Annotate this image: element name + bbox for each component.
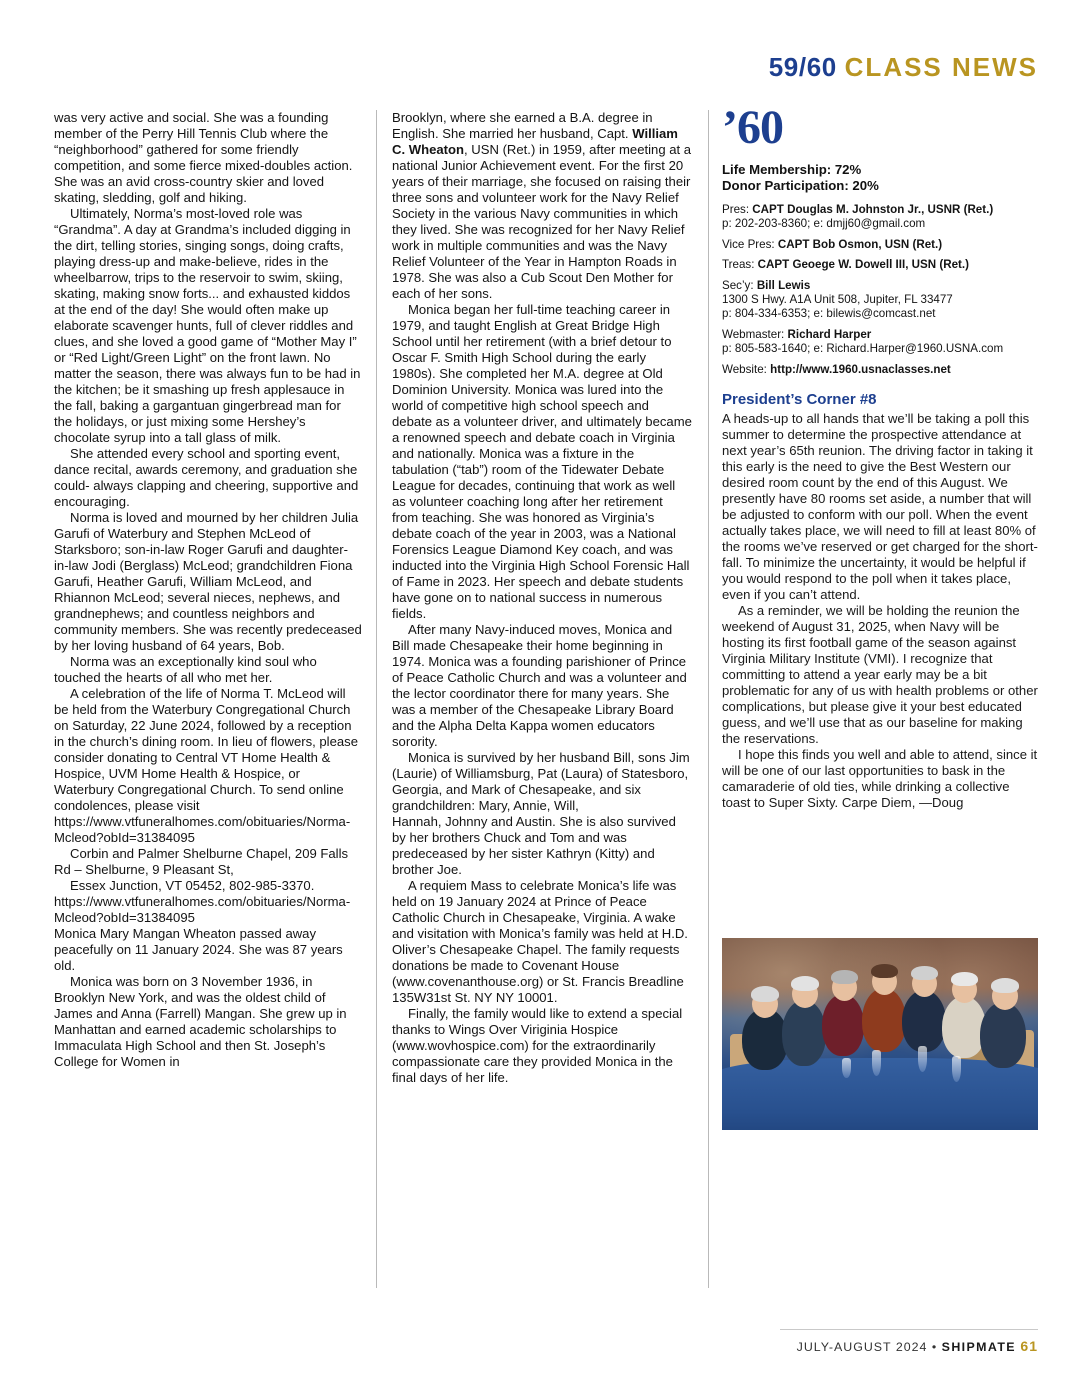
footer-page-number: 61 [1020,1338,1038,1354]
officer-entry-webmaster [722,328,1038,357]
paragraph: A heads-up to all hands that we’ll be taking a poll this summer to determine the prospective attendance at next year’s 65th reunion. The driving factor in taking it this early is the need to give the Best Western our desired room count by the end of this August. We presently have 80 rooms set aside, a number that will be adjusted to conform with our poll. When the event actually takes place, we will need to fill at least 80% of the rooms we’ve reserved or get charged for the short-fall. To minimize the uncertainty, it would be helpful if you would respond to the poll when it takes place, even if you can’t attend. [722,411,1038,603]
officer-contact[interactable]: p: 202-203-8360; e: dmjj60@gmail.com [722,217,926,231]
person [862,988,906,1052]
life-membership-stat: Life Membership: 72% [722,162,862,177]
header-section-title: CLASS NEWS [844,52,1038,82]
officer-role: Treas: [722,258,755,272]
officer-name: CAPT Bob Osmon, USN (Ret.) [777,237,943,251]
person [782,1000,826,1066]
person-hair [831,970,858,984]
article-column-2 [392,110,692,1270]
class-officers-list [722,203,1038,377]
person-hair [871,964,898,978]
class-news-column [722,101,1038,811]
officer-entry-secretary [722,279,1038,322]
person-hair [791,976,819,991]
paragraph: After many Navy-induced moves, Monica and Bill made Chesapeake their home beginning in 1974. Monica was a founding parishioner of Prince of Peace Catholic Church and was a volunteer and the lector coordinator there for many years. She was a member of the Chesapeake Library Board and the Alpha Delta Kappa women educators sorority. [392,622,687,749]
page-header [769,52,1038,83]
class-reunion-photo [722,938,1038,1130]
paragraph: I hope this finds you well and able to attend, since it will be one of our last opportunities to bask in the camaraderie of old ties, while drinking a collective toast to Super Sixty. Carpe Diem, —Doug [722,747,1038,811]
website-url[interactable]: http://www.1960.usnaclasses.net [770,362,951,376]
class-year-title: ’60 [722,101,783,154]
officer-name: Bill Lewis [756,278,811,292]
paragraph: Monica is survived by her husband Bill, sons Jim (Laurie) of Williamsburg, Pat (Laura) of Statesboro, Georgia, and Mark of Chesapeake, and six grandchildren: Mary, Annie, Will, [392,750,690,813]
officer-role: Vice Pres: [722,237,775,251]
presidents-corner-body [722,411,1038,811]
paragraph: As a reminder, we will be holding the reunion the weekend of August 31, 2025, when Navy will be hosting its first football game of the season against Virginia Military Institute (VMI). I recognize that committing to attend a year early may be a bit problematic for any of us with health problems or other complications, but please give it your best educated guess, and we’ll use that as our baseline for making the reservations. [722,603,1038,747]
officer-entry-vice-president [722,238,1038,252]
wine-glass [918,1046,927,1072]
paragraph: Finally, the family would like to extend a special thanks to Wings Over Viriginia Hospice (www.wovhospice.com) for the extraordinarily compassionate care they provided Monica in the final days of her life. [392,1006,683,1085]
wine-glass [952,1056,961,1082]
person-hair [951,972,978,986]
column-divider-1 [376,110,377,1288]
paragraph: Corbin and Palmer Shelburne Chapel, 209 Falls Rd – Shelburne, 9 Pleasant St, [54,846,349,877]
paragraph: A requiem Mass to celebrate Monica’s life was held on 19 January 2024 at Prince of Peace Catholic Church in Chesapeake, Virginia. A wake and visitation with Monica’s family was held at H.D. Oliver’s Chesapeake Chapel. The family requests donations be made to Covenant House (www.covenanthouse.org) or St. Francis Breadline 135W31st St. NY NY 10001. [392,878,688,1005]
officer-role: Sec’y: [722,278,754,292]
paragraph: Essex Junction, VT 05452, 802-985-3370. https://www.vtfuneralhomes.com/obituaries/Norma-Mcleod?obId=31384095 [54,878,351,925]
person-hair [751,986,779,1002]
paragraph: Ultimately, Norma’s most-loved role was “Grandma”. A day at Grandma’s included digging in the dirt, telling stories, singing songs, doing crafts, playing dress-up and make-believe, rides in the wheelbarrow, trips to the reservoir to swim, skiing, skating, making snow forts... and exhausted kiddos at the end of the day! She would often make up elaborate scavenger hunts, full of clever riddles and clues, and she loved a good game of “Mother May I” or “Red Light/Green Light” on the front lawn. No matter the season, there was always fun to be had in the kitchen; be it smashing up fresh applesauce in the fall, baking a gargantuan gingerbread man for the holidays, or just mixing some Hershey’s chocolate syrup into a tall glass of milk. [54,206,361,445]
paragraph: A celebration of the life of Norma T. McLeod will be held from the Waterbury Congregational Church on Saturday, 22 June 2024, followed by a reception in the church’s dining room. In lieu of flowers, please consider donating to Central VT Home Health & Hospice, UVM Home Health & Hospice, or Waterbury Congregational Church. To send online condolences, please visit https://www.vtfuneralhomes.com/obituaries/Norma-Mcleod?obId=31384095 [54,686,358,845]
wine-glass [842,1058,851,1078]
paragraph-text-post: , USN (Ret.) in 1959, after meeting at a national Junior Achievement event. For the first 20 years of their marriage, she focused on raising their three sons and volunteer work for the Navy Relief Society in the various Navy communities in which they lived. She was recognized for her Navy Relief work in multiple communities and was the Navy Relief Volunteer of the Year in Hampton Roads in 1978. She was also a Cub Scout Den Mother for each of her sons. [392,142,692,301]
officer-role: Webmaster: [722,327,785,341]
class-website-entry [722,363,1038,377]
donor-participation-stat: Donor Participation: 20% [722,178,879,193]
person [942,996,986,1058]
paragraph: Monica began her full-time teaching career in 1979, and taught English at Great Bridge High School until her retirement (with a brief detour to Oscar F. Smith High School during the early 1980s). She completed her M.A. degree at Old Dominion University. Monica was lured into the world of competitive high school speech and debate as a volunteer driver, and ultimately became a renowned speech and debate coach in Virginia and nationally. Monica was a fixture in the tabulation (“tab”) room of the Tidewater Debate League for decades, continuing that work as well as volunteer coaching long after her retirement from teaching. She was honored as Virginia’s debate coach of the year in 2003, was a National Forensics League Diamond Key coach, and was inducted into the Virginia High School Forensic Hall of Fame in 2023. Her speech and debate students have gone on to national success in numerous fields. [392,302,692,621]
presidents-corner-heading: President’s Corner #8 [722,391,877,409]
paragraph: Hannah, Johnny and Austin. She is also survived by her brothers Chuck and Tom and was predeceased by her sister Kathryn (Kitty) and brother Joe. [392,814,676,877]
footer-separator: • [931,1340,938,1354]
officer-contact[interactable]: p: 804-334-6353; e: bilewis@comcast.net [722,307,936,321]
footer-issue: JULY-AUGUST 2024 [796,1340,928,1354]
footer-rule [780,1329,1038,1330]
officer-address: 1300 S Hwy. A1A Unit 508, Jupiter, FL 33477 [722,293,953,307]
officer-name: Richard Harper [787,327,872,341]
paragraph: Norma is loved and mourned by her children Julia Garufi of Waterbury and Stephen McLeod of Starksboro; son-in-law Roger Garufi and daughter-in-law Jodi (Berglass) McLeod; grandchildren Fiona Garufi, Heather Garufi, William McLeod, and Rhiannon McLeod; several nieces, nephews, and grandnephews; and countless neighbors and community members. She was recently predeceased by her loving husband of 64 years, Bob. [54,510,362,653]
officer-contact[interactable]: p: 805-583-1640; e: Richard.Harper@1960.USNA.com [722,342,1004,356]
person-hair [991,978,1019,993]
paragraph: She attended every school and sporting event, dance recital, awards ceremony, and graduation she could- always clapping and cheering, supportive and encouraging. [54,446,359,509]
paragraph-with-bold-name [392,110,692,302]
person [980,1002,1026,1068]
person [822,994,864,1056]
article-column-1 [54,110,362,1270]
column-divider-2 [708,110,709,1288]
officer-role: Pres: [722,203,750,216]
paragraph: Monica was born on 3 November 1936, in Brooklyn New York, and was the oldest child of James and Anna (Farrell) Mangan. She grew up in Manhattan and earned academic scholarships to Immaculata High School and then St. Joseph’s College for Women in [54,974,347,1069]
paragraph: was very active and social. She was a founding member of the Perry Hill Tennis Club where the “neighborhood” gathered for some friendly competition, and some fierce mixed-doubles action. She was an avid cross-country skier and loved skating, sledding, golf and hiking. [54,110,353,205]
header-class-numbers: 59/60 [768,52,837,82]
officer-entry-treasurer [722,258,1038,272]
website-label: Website: [722,362,767,376]
wine-glass [872,1050,881,1076]
person-name: William C. Wheaton [392,126,678,157]
officer-entry-president [722,203,1038,232]
paragraph: Norma was an exceptionally kind soul who touched the hearts of all who met her. [54,654,317,685]
person [902,990,946,1052]
footer-magazine-name: SHIPMATE [941,1340,1016,1354]
paragraph-text-pre: Brooklyn, where she earned a B.A. degree in English. She married her husband, Capt. [392,110,653,141]
officer-name: CAPT Geoege W. Dowell III, USN (Ret.) [757,258,969,272]
officer-name: CAPT Douglas M. Johnston Jr., USNR (Ret.) [752,203,994,216]
page-footer [797,1338,1038,1354]
paragraph: Monica Mary Mangan Wheaton passed away peacefully on 11 January 2024. She was 87 years old. [54,926,343,973]
person-hair [911,966,938,980]
